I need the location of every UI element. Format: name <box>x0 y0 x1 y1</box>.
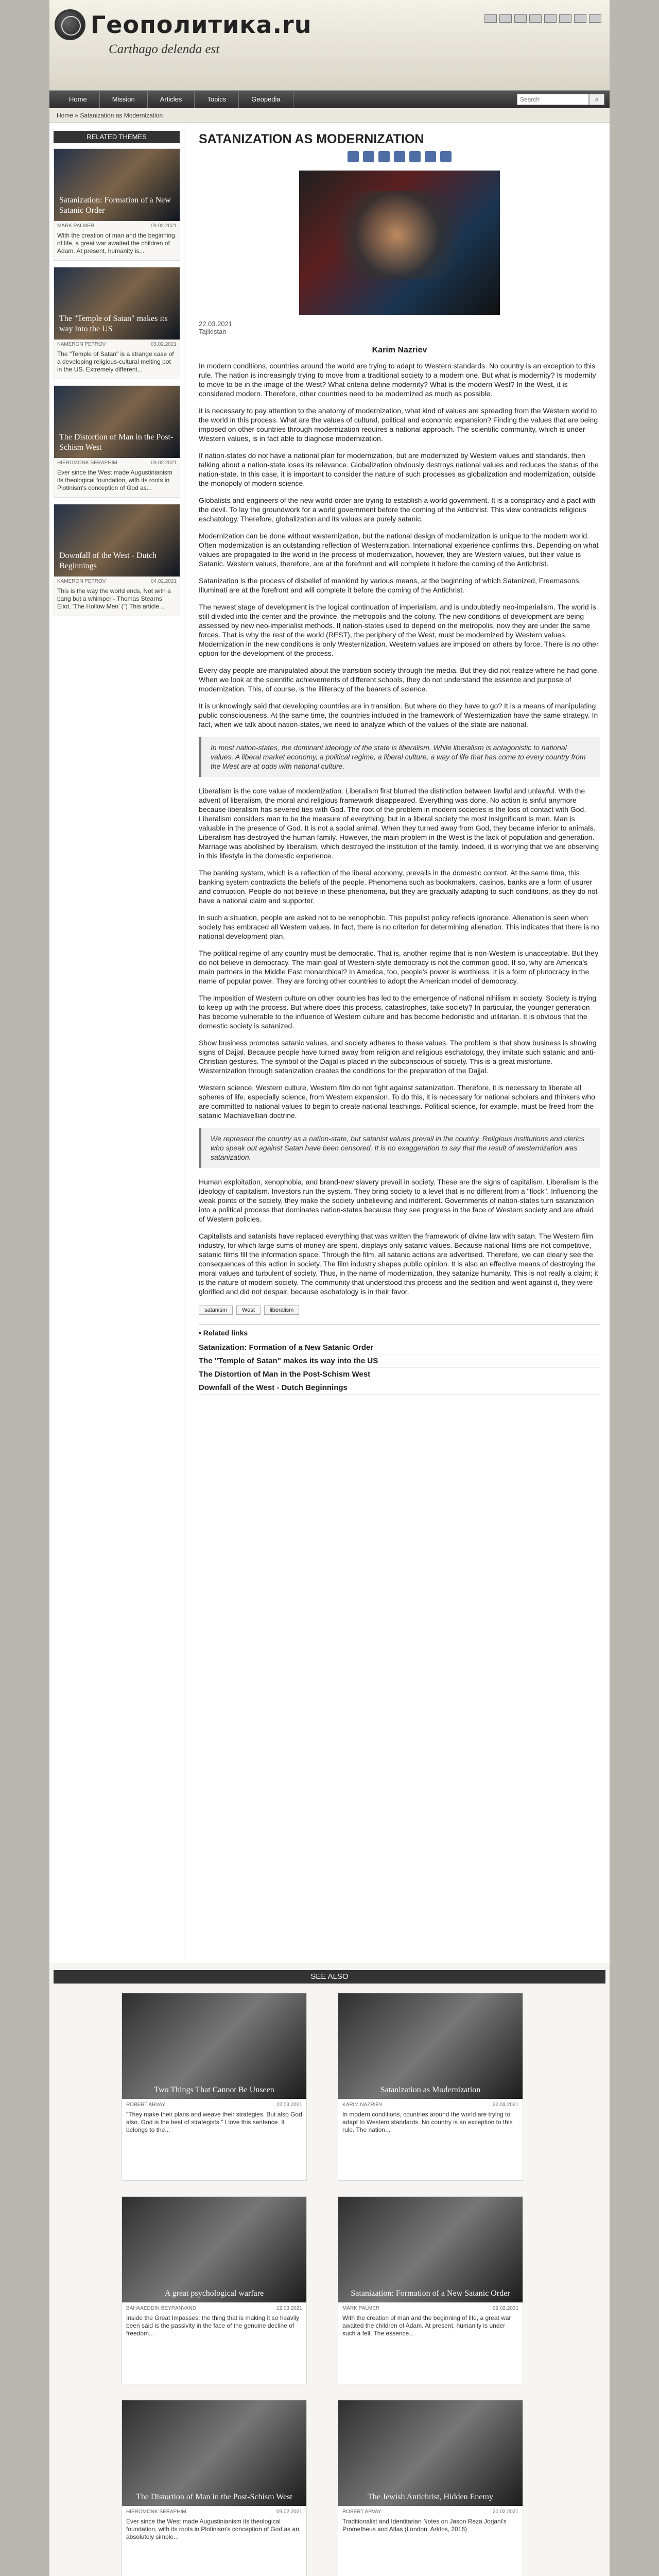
flag-de-icon[interactable] <box>529 14 542 23</box>
flag-fr-icon[interactable] <box>514 14 527 23</box>
see-also-card[interactable] <box>122 2400 307 2576</box>
breadcrumb[interactable]: Home » Satanization as Modernization <box>49 108 610 123</box>
flag-ru-icon[interactable] <box>484 14 497 23</box>
article-tags <box>199 1306 600 1315</box>
related-theme-card[interactable] <box>54 267 180 379</box>
search-icon[interactable]: ⌕ <box>589 94 604 105</box>
card-image[interactable]: The Jewish Antichrist, Hidden Enemy <box>338 2400 523 2506</box>
article-paragraph: The imposition of Western culture on other countries has led to the emergence of national nihilism in society. Society is trying to keep up with the process. But where does this process, catastrophes, take society? In particular, the younger generation has become vulnerable to the influence of Western culture and has become hedonistic and utilitarian. It is obvious that the domestic society is satanized. <box>199 994 597 1030</box>
flag-it-icon[interactable] <box>544 14 557 23</box>
card-meta: MARK PALMER 09.02.2021 <box>342 2306 518 2311</box>
card-summary[interactable]: Inside the Great Impasses: the thing that is making it so heavily been said is the passivity in the face of the genuine decline of freedom... <box>126 2314 300 2337</box>
see-also-grid <box>122 1993 533 2576</box>
card-meta: HIEROMONK SERAPHIM 09.02.2021 <box>126 2509 302 2515</box>
nav-home[interactable]: Home <box>57 91 100 108</box>
see-also-card[interactable] <box>338 2196 523 2384</box>
article-paragraph: It is necessary to pay attention to the anatomy of modernization, what kind of values are spreading from the Western world to the world in this process. What are the values of cultural, political and economic expansion? Finding the values that are being imposed on other countries through modernization requires a national approach. The scientific community, which is under Western values, is in fact able to diagnose modernization. <box>199 406 598 443</box>
related-theme-card[interactable] <box>54 148 180 261</box>
article-paragraph: The banking system, which is a reflection of the liberal economy, prevails in the domestic context. At the same time, this banking system contradicts the beliefs of the people. Phenomena such as bookmakers, casinos, banks are a form of usurer and corruption. People do not believe in these phenomena, but they are gradually adapting to such conditions, as they do not have a national claim and supporter. <box>199 869 598 905</box>
article-quote: We represent the country as a nation-state, but satanist values prevail in the country. Religious institutions and clerics who speak out against Satan have been censored. It is no exaggeration to say that the result of westernization was satanization. <box>199 1128 600 1168</box>
article-title: SATANIZATION AS MODERNIZATION <box>199 132 424 146</box>
article-author[interactable]: Karim Nazriev <box>372 346 427 354</box>
card-summary[interactable]: In modern conditions, countries around the world are trying to adapt to Western standards. No country is an exception to this rule. The nation... <box>342 2111 513 2133</box>
article-paragraph: Modernization can be done without westernization, but the national design of modernization is unique to the modern world. Often modernization is an outstanding reflection of Westernization. International experience confirms this. Depending on what values are propagated to the world in the process of modernization, however, they are Western values, but their value is Satanic. Western values, therefore, are at the forefront and will complete it before the coming of the Antichrist. <box>199 532 599 568</box>
related-links <box>199 1324 600 1395</box>
site-title[interactable]: Геополитика.ru <box>91 11 312 39</box>
see-also-card[interactable] <box>338 1993 523 2181</box>
article-location: Tajikistan <box>199 328 227 335</box>
related-theme-card[interactable] <box>54 385 180 498</box>
article-paragraph: It is unknowingly said that developing countries are in transition. But where do they have to go? It is a means of manipulating public consciousness. At the same time, the countries included in the framework of Westernization have the same strategy. In fact, when we talk about nation-states, we need to analyze which of the values of the state are national. <box>199 702 598 728</box>
nav-articles[interactable]: Articles <box>148 91 195 108</box>
related-theme-image[interactable]: The Distortion of Man in the Post-Schism West <box>54 386 180 458</box>
article-paragraph: If nation-states do not have a national plan for modernization, but are modernized by Western values and standards, then talking about a nation-state loses its relevance. Globalization obviously destroys national values and reduces the status of the nation-state. In this case, it is important to consider the nature of such processes as globalization and modernization, outside the monopoly of modern science. <box>199 451 599 487</box>
search-input[interactable] <box>517 94 589 105</box>
article-paragraph: Every day people are manipulated about the transition society through the media. But they did not realize where he had gone. When we look at the scientific achievements of different schools, they do not understand the essence and purpose of modernization. This, of course, is the illiteracy of the bearers of science. <box>199 666 599 693</box>
related-link[interactable]: The "Temple of Satan" makes its way into the US <box>199 1354 600 1368</box>
article-hero-image <box>299 171 500 315</box>
vk-icon[interactable] <box>378 151 390 162</box>
related-link[interactable]: Downfall of the West - Dutch Beginnings <box>199 1381 600 1395</box>
related-link[interactable]: Satanization: Formation of a New Satanic Order <box>199 1341 600 1354</box>
facebook-icon[interactable] <box>348 151 359 162</box>
see-also-card[interactable] <box>122 2196 307 2384</box>
card-image[interactable]: Two Things That Cannot Be Unseen <box>122 1993 306 2099</box>
related-theme-image[interactable]: The "Temple of Satan" makes its way into the US <box>54 267 180 340</box>
telegram-icon[interactable] <box>394 151 405 162</box>
article-paragraph: Liberalism is the core value of modernization. Liberalism first blurred the distinction between lawful and unlawful. With the advent of liberalism, the moral and religious framework disappeared. Everything was done. No action is sinful anymore because liberalism has severed ties with God. The root of the problem in modern societies is the loss of contact with God. Liberalism considers man to be the measure of everything, but in a liberal society the most insignificant is man. Man is valuable in the presence of God. It is not a social animal. When they turned away from God, they became inferior to animals. Liberalism has destroyed the human family. However, the main problem in the West is the lack of population and generation. Marriage was abolished by liberalism, which destroyed the institution of the family. Indeed, it is worrying that we are observing in this lifestyle in the domestic experience. <box>199 787 599 860</box>
see-also-title: SEE ALSO <box>54 1970 605 1984</box>
tag-west[interactable]: West <box>236 1306 261 1315</box>
card-meta: ROBERT ARVAY 22.03.2021 <box>126 2102 302 2108</box>
related-theme-summary[interactable]: Ever since the West made Augustinianism its theological foundation, with its roots in Plotinism's conception of God as... <box>57 469 172 492</box>
related-theme-meta: KAMERON PETROV 03.02.2021 <box>57 342 177 347</box>
related-links-title: • Related links <box>199 1329 248 1337</box>
flag-es-icon[interactable] <box>559 14 571 23</box>
article-quote: In most nation-states, the dominant ideology of the state is liberalism. While liberalism is antagonistic to national values. A liberal market economy, a political regime, a liberal culture, a way of life that has come to every country from the West are at odds with national culture. <box>199 737 600 777</box>
article-paragraph: Human exploitation, xenophobia, and brand-new slavery prevail in society. These are the signs of capitalism. Liberalism is the ideology of capitalism. Investors run the system. They bring society to a level that is no different from a "flock". Influencing the weak points of the society, they make the society unbelieving and indifferent. Governments of nation-states turn satanization into a political process that dominates nation-states because they see progress in the face of Western society and are afraid of Western policies. <box>199 1178 599 1223</box>
site-logo[interactable] <box>55 9 311 40</box>
email-icon[interactable] <box>409 151 421 162</box>
tag-satanism[interactable]: satanism <box>199 1306 233 1315</box>
card-meta: KARIM NAZRIEV 22.03.2021 <box>342 2102 518 2108</box>
site-slogan: Carthago delenda est <box>109 42 220 56</box>
card-image[interactable]: Satanization: Formation of a New Satanic Order <box>338 2197 523 2302</box>
card-summary[interactable]: Traditionalist and Identitarian Notes on Jason Reza Jorjani's Prometheus and Atlas (London: Arktos, 2016) <box>342 2518 507 2533</box>
nav-topics[interactable]: Topics <box>195 91 239 108</box>
card-meta: ROBERT ARVAY 20.02.2021 <box>342 2509 518 2515</box>
twitter-icon[interactable] <box>363 151 374 162</box>
related-themes-sidebar <box>49 123 184 1963</box>
globe-icon <box>55 9 85 40</box>
article-page <box>49 123 610 1963</box>
related-link[interactable]: The Distortion of Man in the Post-Schism West <box>199 1368 600 1381</box>
see-also-section <box>49 1963 610 2576</box>
card-meta: BAHAAEDDIN BEYRANVAND 12.03.2021 <box>126 2306 302 2311</box>
nav-mission[interactable]: Mission <box>100 91 148 108</box>
see-also-card[interactable] <box>338 2400 523 2576</box>
related-theme-summary[interactable]: The "Temple of Satan" is a strange case of a developing religious-cultural melting pot in the US. Extremely different... <box>57 350 174 373</box>
see-also-card[interactable] <box>122 1993 307 2181</box>
print-icon[interactable] <box>425 151 436 162</box>
article-content <box>199 123 600 1395</box>
article-paragraph: In such a situation, people are asked not to be xenophobic. This populist policy reflects ignorance. Alienation is seen when society has embraced all Western values. In fact, there is no criterion for determining alienation. This indicates that there is no national development plan. <box>199 913 599 940</box>
card-summary[interactable]: With the creation of man and the beginning of life, a great war awaited the children of Adam. At present, humanity is under such a fell. The essence... <box>342 2314 511 2337</box>
search-box <box>517 94 604 105</box>
article-paragraph: Show business promotes satanic values, and society adheres to these values. The problem is that show business is showing signs of Dajjal. Because people have turned away from religion and religious eschatology, they imitate such satanic and anti-Christian gestures. The symbol of the Dajjal is placed in the subconscious of society. This is a great misfortune. Westernization through satanization creates the conditions for the preparation of the Dajjal. <box>199 1039 597 1075</box>
article-date: 22.03.2021 <box>199 320 233 328</box>
related-theme-card[interactable] <box>54 504 180 616</box>
card-image[interactable]: The Distortion of Man in the Post-Schism West <box>122 2400 306 2506</box>
main-nav <box>49 91 610 108</box>
share-buttons <box>199 151 600 162</box>
card-summary[interactable]: "They make their plans and weave their strategies. But also God also. God is the best of strategists." I love this sentence. It belongs to the... <box>126 2111 302 2133</box>
site-header <box>49 0 610 91</box>
share-icon[interactable] <box>440 151 452 162</box>
card-image[interactable]: Satanization as Modernization <box>338 1993 523 2099</box>
related-theme-meta: HIEROMONK SERAPHIM 09.02.2021 <box>57 460 177 466</box>
related-theme-image[interactable]: Satanization: Formation of a New Satanic Order <box>54 149 180 221</box>
related-themes-title: RELATED THEMES <box>54 131 180 143</box>
related-theme-meta: MARK PALMER 09.02.2021 <box>57 223 177 229</box>
related-theme-summary[interactable]: With the creation of man and the beginning of life, a great war awaited the children of Adam. At present, humanity is... <box>57 232 175 255</box>
related-theme-summary[interactable]: This is the way the world ends, Not with a bang but a whimper - Thomas Stearns Eliot. 'The Hollow Men' (") This article... <box>57 587 171 610</box>
article-paragraph: In modern conditions, countries around the world are trying to adapt to Western standards. No country is an exception to this rule. The nation is increasingly trying to move from a traditional society to a modern one. But what is modernity? Is modernity to move to be in the image of the West? What criteria define modernity? What is the modern West? In the West, it is considered modern. Therefore, other countries need to be modernized as much as possible. <box>199 362 596 398</box>
language-flags <box>484 14 601 23</box>
tag-liberalism[interactable]: liberalism <box>264 1306 299 1315</box>
article-paragraph: Western science, Western culture, Western film do not fight against satanization. Therefore, it is necessary to liberate all spheres of life, especially science, from Western expansion. To do this, it is necessary for national scholars and thinkers who are committed to national values to begin to create national teachings. Political science, for example, must be freed from the satanic Machiavellian doctrine. <box>199 1083 595 1120</box>
flag-pt-icon[interactable] <box>574 14 586 23</box>
article-paragraph: Capitalists and satanists have replaced everything that was written the framework of divine law with satan. The Western film industry, for which large sums of money are spent, displays only satanic values. Because national films are not competitive, satanic films fill the information space. Through the film, all satanic actions are advertised. Therefore, we can clearly see the consequences of this action in society. The film industry shapes public opinion. It is also an effective means of destroying the moral values and turbulent of society. Thus, in the name of modernization, they satanize humanity. This is not really a claim; it is the nature of modern society. The community that understood this process and the sedition and went against it, they were glorified and did not despair, because eschatology is in their favor. <box>199 1232 598 1296</box>
article-paragraph: Satanization is the process of disbelief of mankind by various means, at the beginning of which Satanized, Freemasons, Illuminati are at the forefront and will complete it before the coming of the Antichrist. <box>199 577 581 594</box>
flag-en-icon[interactable] <box>499 14 512 23</box>
flag-tr-icon[interactable] <box>589 14 601 23</box>
article-paragraph: Globalists and engineers of the new world order are trying to establish a world government. It is a conspiracy and a pact with the devil. To lay the groundwork for a world government before the coming of the Antichrist. This view contradicts religious eschatology. Therefore, globalization and its values are purely satanic. <box>199 496 596 523</box>
article-paragraph: The political regime of any country must be democratic. That is, another regime that is non-Western is unacceptable. But they do not believe in democracy. The main goal of Western-style democracy is not the common good. If so, why are America's main partners in the Middle East monarchical? In America, too, people's power is worthless. It is a form of plutocracy in the name of popular power. They are forcing other countries to adopt the American model of democracy. <box>199 949 599 985</box>
card-image[interactable]: A great psychological warfare <box>122 2197 306 2302</box>
related-theme-meta: KAMERON PETROV 04.02.2021 <box>57 579 177 584</box>
nav-geopedia[interactable]: Geopedia <box>239 91 293 108</box>
related-theme-image[interactable]: Downfall of the West - Dutch Beginnings <box>54 504 180 577</box>
article-paragraph: The newest stage of development is the logical continuation of imperialism, and is undoubtedly neo-imperialism. The world is still divided into the center and the province, the metropolis and the colony. The new conditions of development are being assessed by new neo-imperialist methods. If nation-states used to depend on the metropolis, now they are under the same forces. That is why the rest of the world (REST), the periphery of the West, must be modernized by Western values. Modernization in the new conditions is only Westernization. Western values are imposed on others by force. There is no other option for the development of the process. <box>199 603 599 657</box>
card-summary[interactable]: Ever since the West made Augustinianism its theological foundation, with its roots in Plotinism's conception of God as an absolutely simple... <box>126 2518 299 2540</box>
